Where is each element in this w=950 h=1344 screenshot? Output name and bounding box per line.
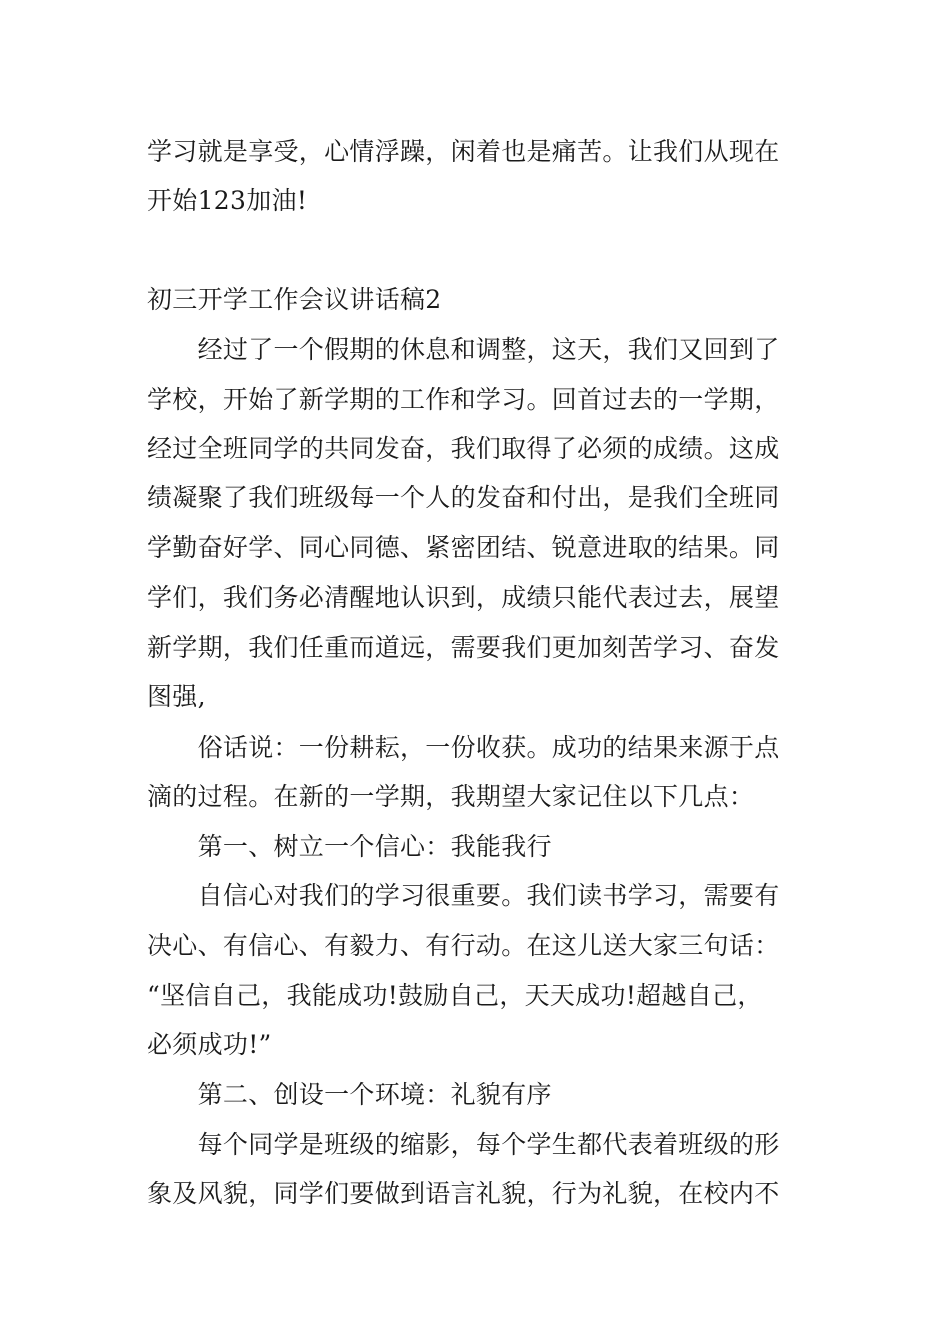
- body-text-line: 学们，我们务必清醒地认识到，成绩只能代表过去，展望: [147, 583, 780, 612]
- paragraph-first-line: 每个同学是班级的缩影，每个学生都代表着班级的形: [147, 1130, 780, 1159]
- subheading-line: 第二、创设一个环境：礼貌有序: [147, 1080, 552, 1109]
- body-text-line: 图强,: [147, 682, 206, 711]
- subheading-line: 第一、树立一个信心：我能我行: [147, 832, 552, 861]
- body-text-line: 开始123加油!: [147, 186, 308, 215]
- body-text-line: 学习就是享受，心情浮躁，闲着也是痛苦。让我们从现在: [147, 137, 780, 166]
- section-heading: 初三开学工作会议讲话稿2: [147, 285, 442, 314]
- body-text-line: 必须成功!”: [147, 1030, 272, 1059]
- body-text-line: 学校，开始了新学期的工作和学习。回首过去的一学期，: [147, 385, 780, 414]
- body-text-line: 学勤奋好学、同心同德、紧密团结、锐意进取的结果。同: [147, 533, 780, 562]
- body-text-line: 决心、有信心、有毅力、有行动。在这儿送大家三句话：: [147, 931, 780, 960]
- body-text-line: 象及风貌，同学们要做到语言礼貌，行为礼貌，在校内不: [147, 1179, 780, 1208]
- body-text-line: 经过全班同学的共同发奋，我们取得了必须的成绩。这成: [147, 434, 780, 463]
- paragraph-first-line: 经过了一个假期的休息和调整，这天，我们又回到了: [147, 335, 780, 364]
- paragraph-first-line: 自信心对我们的学习很重要。我们读书学习，需要有: [147, 881, 780, 910]
- paragraph-first-line: 俗话说：一份耕耘，一份收获。成功的结果来源于点: [147, 733, 780, 762]
- body-text-line: 新学期，我们任重而道远，需要我们更加刻苦学习、奋发: [147, 633, 780, 662]
- body-text-line: 绩凝聚了我们班级每一个人的发奋和付出，是我们全班同: [147, 483, 780, 512]
- body-text-line: “坚信自己，我能成功!鼓励自己，天天成功!超越自己，: [147, 981, 763, 1010]
- body-text-line: 滴的过程。在新的一学期，我期望大家记住以下几点：: [147, 782, 755, 811]
